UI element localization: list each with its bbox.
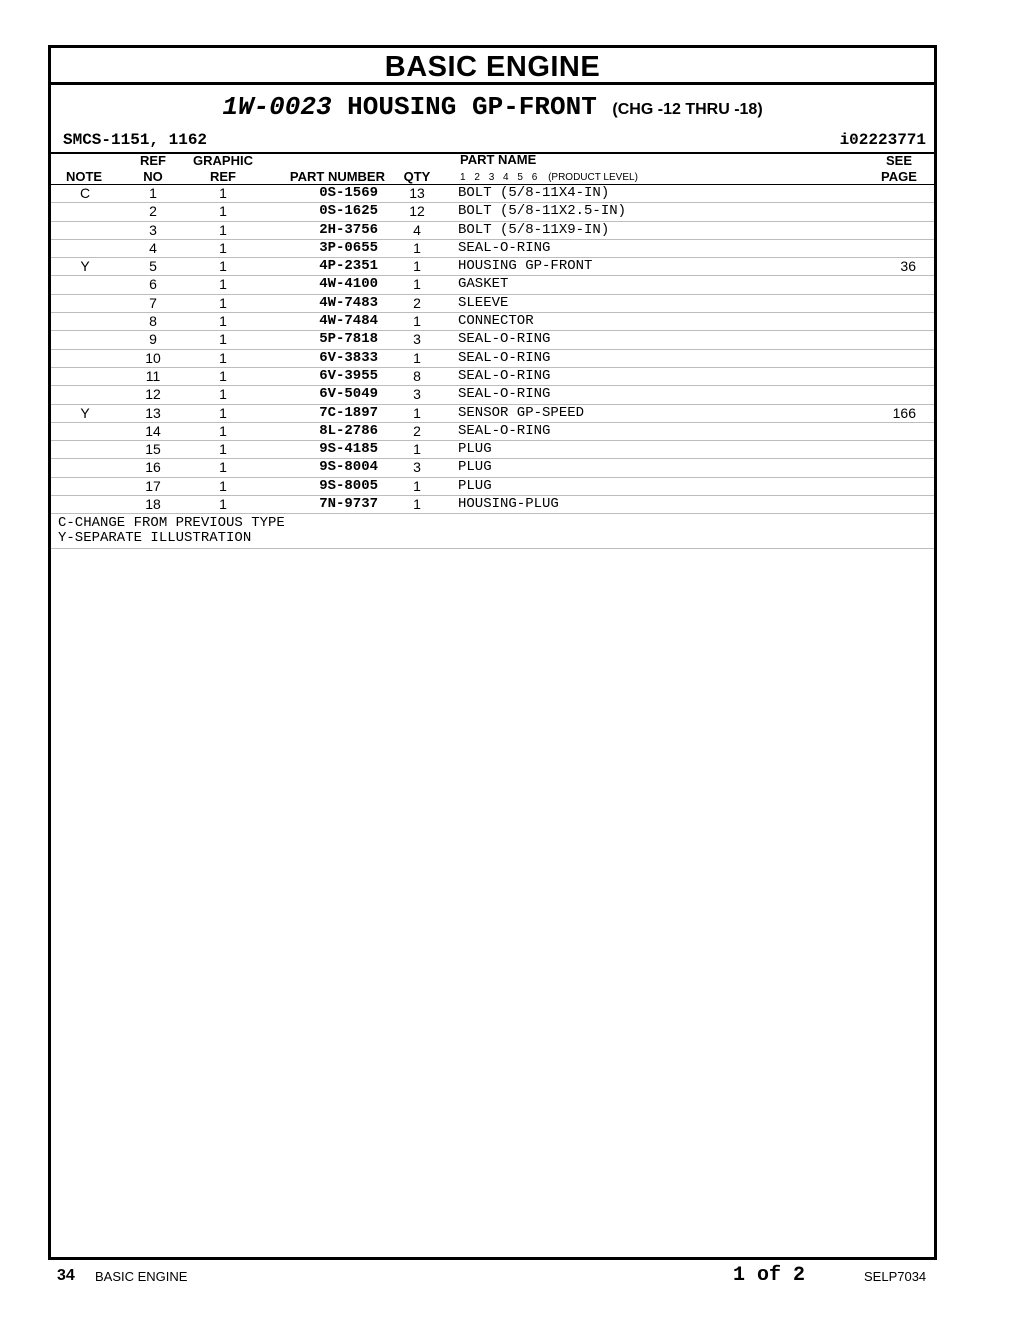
table-row: [51, 276, 934, 294]
table-row: [51, 478, 934, 496]
row-part-number: 0S-1569: [319, 185, 378, 201]
footer-page-number: 34: [57, 1267, 75, 1284]
row-part-number: 0S-1625: [319, 203, 378, 220]
row-see-page: 36: [900, 258, 916, 275]
row-note: C: [79, 185, 91, 201]
row-qty: 12: [409, 203, 425, 220]
row-ref-no: 15: [145, 441, 161, 458]
parts-table: [51, 185, 934, 549]
footer-publication: SELP7034: [864, 1269, 927, 1284]
row-ref-no: 7: [149, 294, 157, 311]
row-part-number: 4W-4100: [319, 276, 378, 293]
row-graphic-ref: 1: [219, 203, 227, 220]
header-ref-no-bottom: NO: [143, 169, 163, 184]
header-part-number: PART NUMBER: [289, 169, 385, 184]
row-part-name: CONNECTOR: [458, 313, 534, 330]
row-ref-no: 5: [149, 258, 157, 275]
row-graphic-ref: 1: [219, 349, 227, 366]
row-graphic-ref: 1: [219, 441, 227, 458]
section-title: BASIC ENGINE: [51, 48, 934, 85]
row-part-number: 9S-8005: [319, 477, 378, 494]
row-qty: 1: [413, 496, 421, 513]
row-part-name: SEAL-O-RING: [458, 367, 551, 384]
product-level-4: 4: [503, 172, 509, 183]
row-ref-no: 11: [145, 367, 161, 384]
row-graphic-ref: 1: [219, 313, 227, 330]
row-graphic-ref: 1: [219, 221, 227, 238]
header-note: NOTE: [65, 169, 103, 184]
table-row: [51, 459, 934, 477]
group-change-note: (CHG -12 THRU -18): [612, 101, 763, 118]
row-qty: 1: [413, 276, 421, 293]
row-qty: 8: [413, 367, 421, 384]
row-qty: 3: [413, 386, 421, 403]
group-title: [51, 92, 934, 122]
header-part-name: PART NAME: [460, 152, 537, 167]
product-level-label: (PRODUCT LEVEL): [548, 172, 638, 183]
row-part-name: PLUG: [458, 459, 492, 476]
row-graphic-ref: 1: [219, 331, 227, 348]
row-graphic-ref: 1: [219, 404, 227, 421]
row-ref-no: 17: [145, 477, 161, 494]
table-row: [51, 423, 934, 441]
row-see-page: 166: [892, 404, 916, 421]
row-graphic-ref: 1: [219, 276, 227, 293]
row-part-name: SEAL-O-RING: [458, 239, 551, 256]
table-notes: [51, 514, 934, 549]
page-frame: [48, 45, 937, 1260]
row-ref-no: 3: [149, 221, 157, 238]
row-graphic-ref: 1: [219, 239, 227, 256]
row-part-number: 5P-7818: [319, 331, 378, 348]
row-part-name: BOLT (5/8-11X4-IN): [458, 185, 610, 201]
product-level-6: 6: [531, 172, 538, 183]
row-part-number: 6V-3833: [319, 349, 378, 366]
row-ref-no: 2: [149, 203, 157, 220]
illustration-id: i02223771: [839, 131, 926, 149]
row-part-name: PLUG: [458, 441, 492, 458]
table-row: [51, 295, 934, 313]
header-ref-no: [131, 154, 175, 183]
row-qty: 13: [409, 185, 425, 201]
row-note: Y: [80, 404, 90, 421]
row-qty: 1: [413, 477, 421, 494]
row-graphic-ref: 1: [219, 477, 227, 494]
product-level-3: 3: [488, 172, 495, 183]
smcs-code: SMCS-1151, 1162: [63, 131, 208, 149]
table-row: [51, 386, 934, 404]
header-graphic-ref-top: GRAPHIC: [193, 153, 253, 168]
row-graphic-ref: 1: [219, 258, 227, 275]
row-part-name: HOUSING-PLUG: [458, 496, 559, 513]
table-row: [51, 405, 934, 423]
row-ref-no: 12: [145, 386, 161, 403]
header-see-top: SEE: [885, 153, 912, 168]
row-ref-no: 16: [145, 459, 161, 476]
table-row: [51, 222, 934, 240]
row-graphic-ref: 1: [219, 459, 227, 476]
table-row: [51, 350, 934, 368]
row-ref-no: 10: [145, 349, 161, 366]
row-graphic-ref: 1: [219, 294, 227, 311]
row-ref-no: 9: [149, 331, 157, 348]
header-graphic-ref-bottom: REF: [210, 169, 236, 184]
header-qty: QTY: [403, 169, 431, 184]
row-part-name: SEAL-O-RING: [458, 386, 551, 403]
table-row: [51, 240, 934, 258]
row-qty: 1: [413, 349, 421, 366]
row-graphic-ref: 1: [219, 496, 227, 513]
row-qty: 4: [413, 221, 421, 238]
row-part-number: 2H-3756: [319, 221, 378, 238]
row-part-number: 4W-7483: [319, 294, 378, 311]
table-row: [51, 258, 934, 276]
row-qty: 1: [413, 239, 421, 256]
row-qty: 3: [413, 331, 421, 348]
row-graphic-ref: 1: [219, 386, 227, 403]
header-graphic-ref: [187, 154, 259, 183]
header-see-bottom: PAGE: [881, 169, 917, 184]
row-part-number: 6V-3955: [319, 367, 378, 384]
table-row: [51, 496, 934, 514]
product-level-1: 1: [460, 172, 466, 183]
row-qty: 1: [413, 441, 421, 458]
row-ref-no: 18: [145, 496, 161, 513]
row-part-number: 8L-2786: [319, 422, 378, 439]
row-part-name: HOUSING GP-FRONT: [458, 258, 593, 275]
row-part-name: BOLT (5/8-11X9-IN): [458, 221, 610, 238]
row-qty: 1: [413, 313, 421, 330]
row-ref-no: 1: [149, 185, 157, 201]
row-part-number: 4W-7484: [319, 313, 378, 330]
row-graphic-ref: 1: [219, 185, 227, 201]
row-part-name: SEAL-O-RING: [458, 422, 551, 439]
footer-page-of: 1 of 2: [733, 1264, 806, 1287]
row-part-name: PLUG: [458, 477, 492, 494]
row-qty: 1: [413, 258, 421, 275]
row-part-name: BOLT (5/8-11X2.5-IN): [458, 203, 627, 220]
row-part-name: SEAL-O-RING: [458, 349, 551, 366]
page-footer: [0, 1262, 1020, 1292]
row-qty: 3: [413, 459, 421, 476]
header-product-levels: [460, 172, 638, 183]
table-row: [51, 313, 934, 331]
table-row: [51, 331, 934, 349]
product-level-5: 5: [517, 172, 523, 183]
row-qty: 1: [413, 404, 421, 421]
row-ref-no: 14: [145, 422, 161, 439]
row-part-number: 9S-4185: [319, 441, 378, 458]
row-part-number: 6V-5049: [319, 386, 378, 403]
note-line: C-CHANGE FROM PREVIOUS TYPE: [58, 515, 285, 532]
group-part-number: 1W-0023: [222, 92, 332, 122]
table-row: [51, 203, 934, 221]
row-part-name: SLEEVE: [458, 294, 509, 311]
row-ref-no: 6: [149, 276, 157, 293]
row-part-name: GASKET: [458, 276, 509, 293]
row-part-number: 7N-9737: [319, 496, 378, 513]
table-row: [51, 185, 934, 203]
row-note: Y: [80, 258, 90, 275]
header-ref-no-top: REF: [140, 153, 166, 168]
row-part-number: 4P-2351: [319, 258, 378, 275]
header-see-page: [871, 154, 927, 183]
group-name: HOUSING GP-FRONT: [347, 92, 597, 122]
footer-section: BASIC ENGINE: [95, 1269, 188, 1284]
row-qty: 2: [413, 422, 421, 439]
row-ref-no: 4: [149, 239, 157, 256]
row-part-name: SEAL-O-RING: [458, 331, 551, 348]
row-ref-no: 13: [145, 404, 161, 421]
product-level-2: 2: [474, 172, 480, 183]
table-row: [51, 368, 934, 386]
row-ref-no: 8: [149, 313, 157, 330]
table-row: [51, 441, 934, 459]
row-part-number: 3P-0655: [319, 239, 378, 256]
note-line: Y-SEPARATE ILLUSTRATION: [58, 530, 252, 547]
row-graphic-ref: 1: [219, 367, 227, 384]
row-graphic-ref: 1: [219, 422, 227, 439]
row-part-name: SENSOR GP-SPEED: [458, 404, 585, 421]
row-part-number: 7C-1897: [319, 404, 378, 421]
row-part-number: 9S-8004: [319, 459, 378, 476]
row-qty: 2: [413, 294, 421, 311]
